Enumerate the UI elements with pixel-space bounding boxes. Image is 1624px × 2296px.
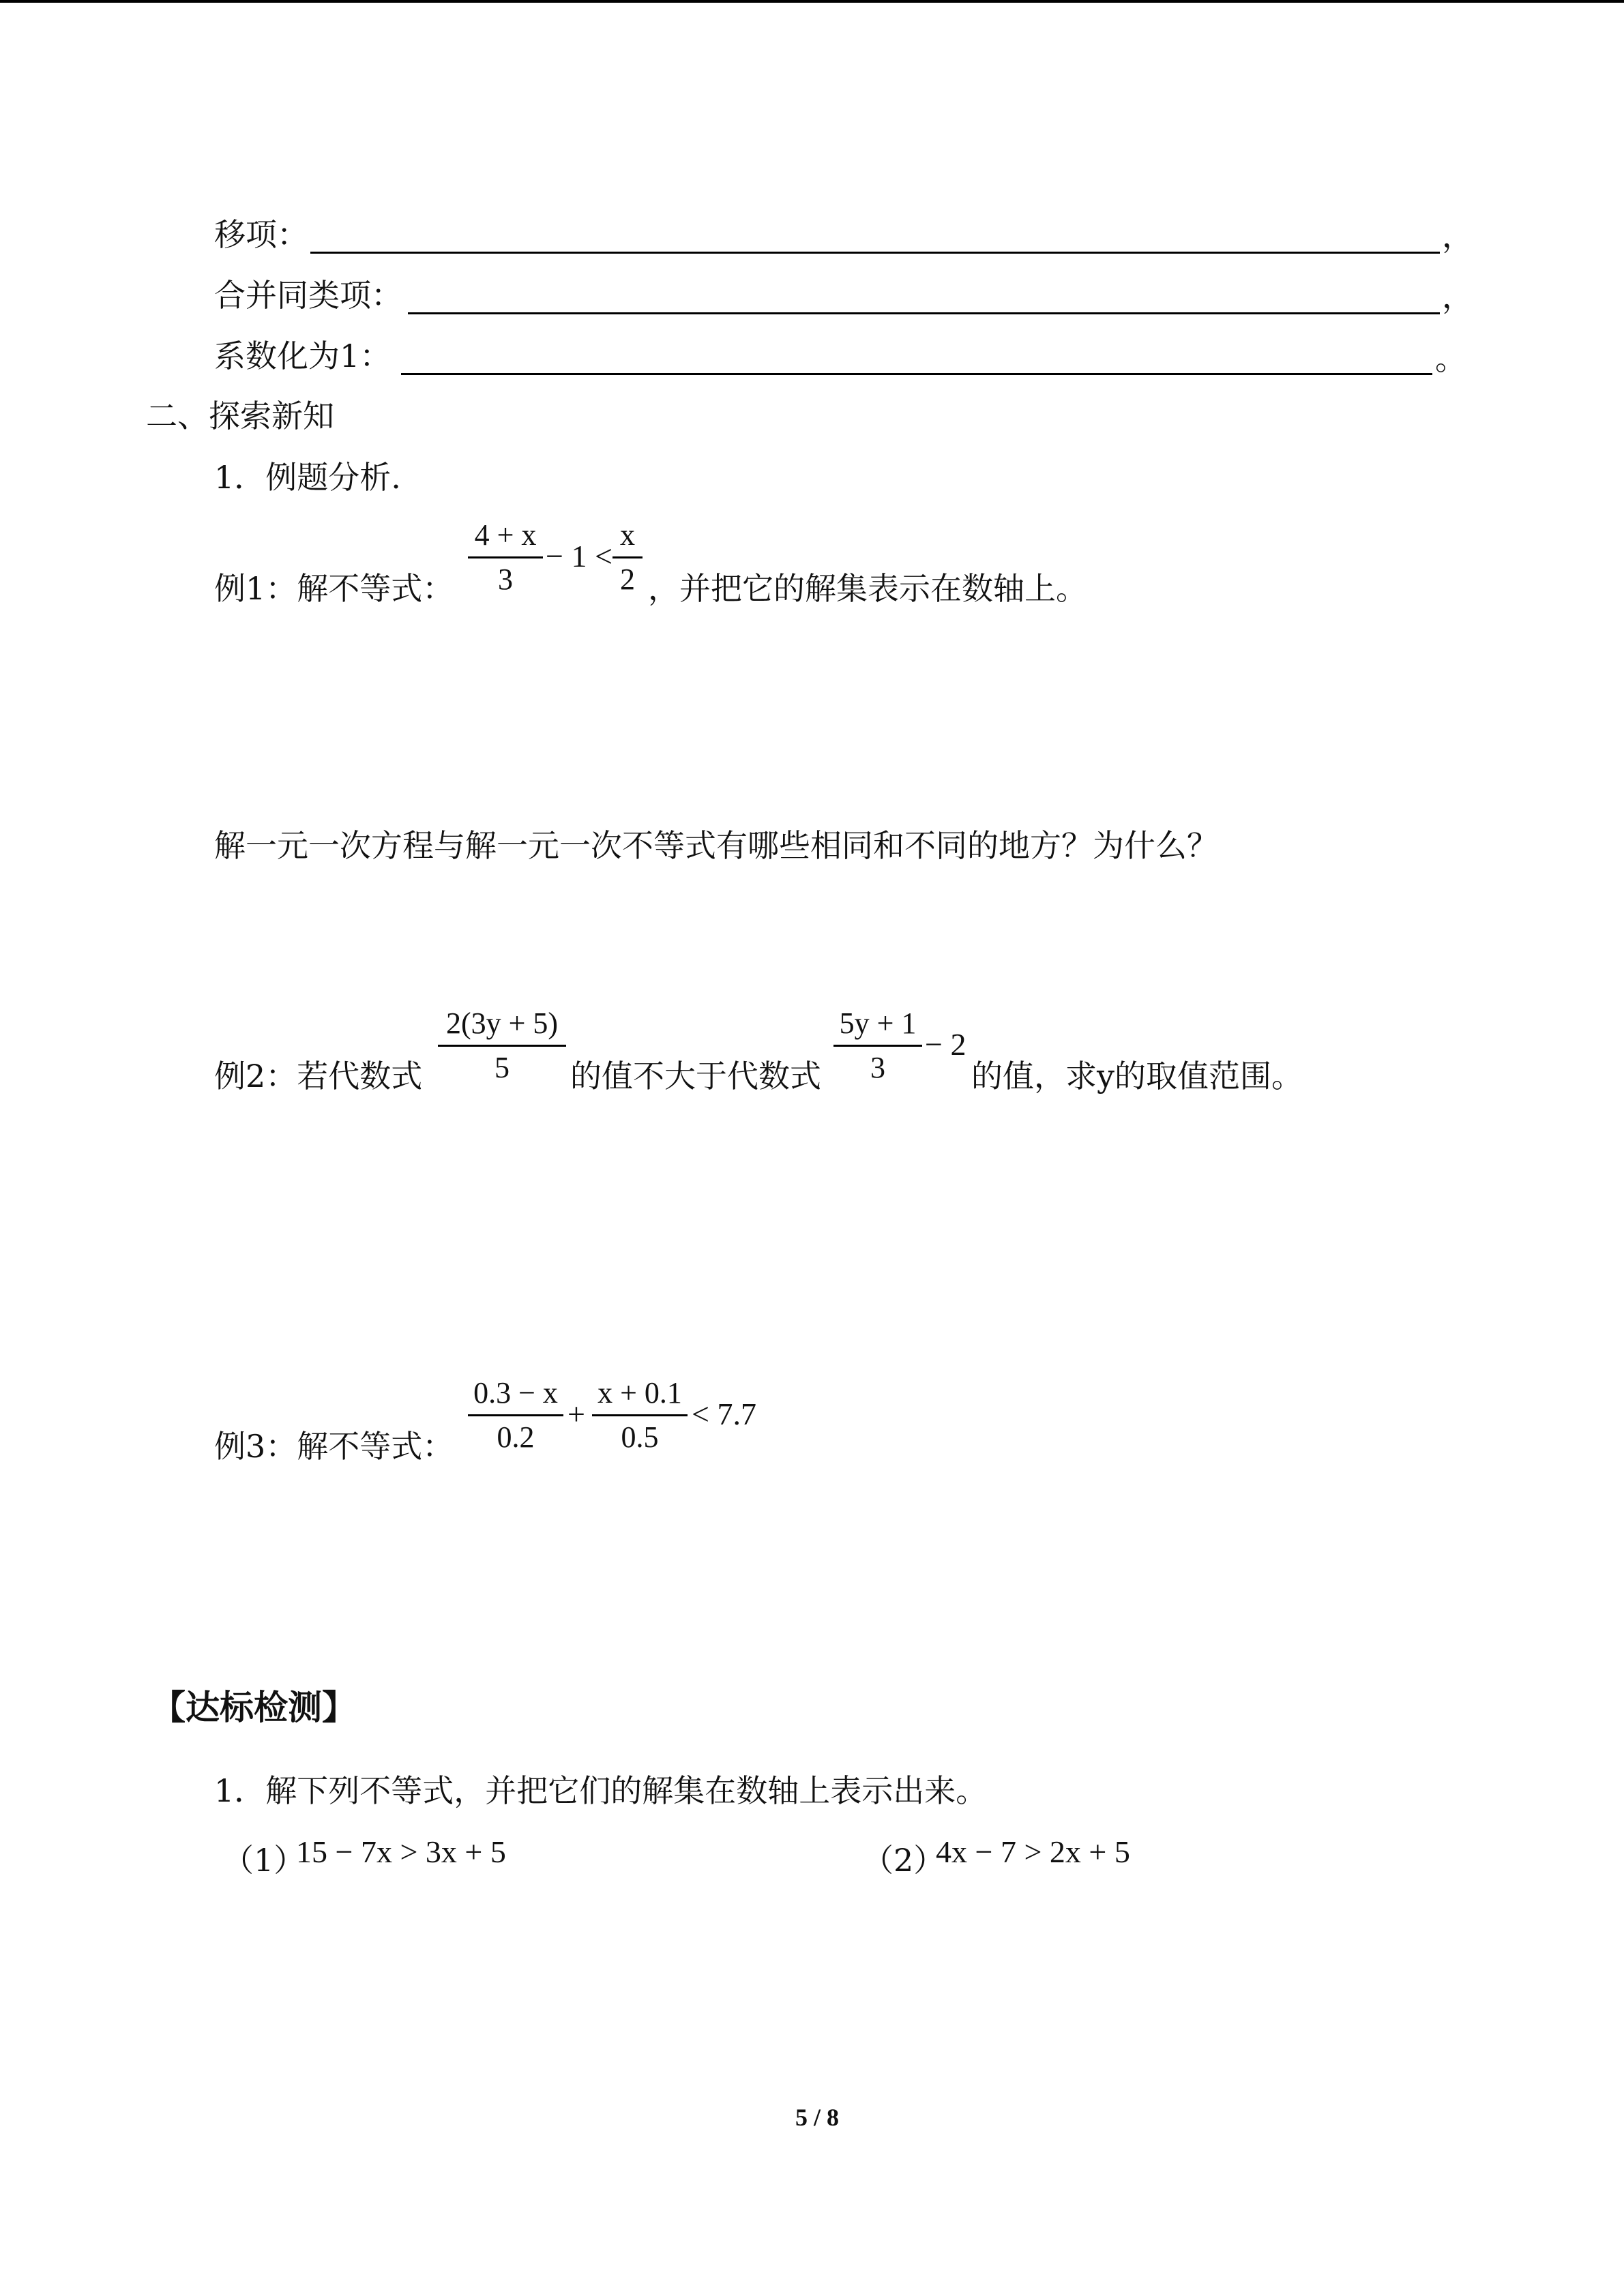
numerator: 0.3 − x bbox=[473, 1376, 558, 1410]
example2-fraction-1 bbox=[438, 1007, 566, 1085]
numerator: 4 + x bbox=[474, 518, 537, 552]
example2-suffix: 的值，求y的取值范围。 bbox=[971, 1058, 1303, 1094]
example2-middle-text: 的值不大于代数式 bbox=[570, 1058, 821, 1094]
comma: ， bbox=[1442, 278, 1473, 315]
example2-minus-two: − 2 bbox=[925, 1027, 966, 1062]
example1-fraction-2 bbox=[612, 518, 643, 597]
page-number: 5 / 8 bbox=[795, 2104, 840, 2131]
problem-2-expression: 4x − 7 > 2x + 5 bbox=[936, 1834, 1130, 1869]
blank-line-move-terms bbox=[310, 252, 1440, 254]
step-combine-label: 合并同类项： bbox=[214, 277, 402, 314]
example1-suffix: ，并把它的解集表示在数轴上。 bbox=[648, 570, 1087, 607]
example3-rhs: < 7.7 bbox=[692, 1397, 756, 1431]
subsection-title: 1．例题分析. bbox=[214, 459, 401, 496]
comparison-question: 解一元一次方程与解一元一次不等式有哪些相同和不同的地方？为什么？ bbox=[214, 827, 1218, 864]
example1-fraction-1 bbox=[468, 518, 543, 597]
blank-line-combine bbox=[408, 312, 1440, 314]
problem-2-label: （2） bbox=[862, 1842, 945, 1879]
example3-label: 例3：解不等式： bbox=[214, 1428, 454, 1465]
numerator: x bbox=[620, 518, 635, 552]
blank-line-coefficient bbox=[401, 373, 1432, 375]
step-coefficient-label: 系数化为1： bbox=[214, 338, 392, 374]
example3-plus: + bbox=[567, 1397, 585, 1431]
example2-label: 例2：若代数式 bbox=[214, 1058, 423, 1094]
comma: ， bbox=[1442, 218, 1473, 254]
top-border-line bbox=[0, 0, 1624, 3]
example3-fraction-1 bbox=[468, 1376, 563, 1455]
denominator: 0.2 bbox=[468, 1414, 563, 1455]
problem-1-label: （1） bbox=[222, 1842, 306, 1879]
period: 。 bbox=[1435, 340, 1466, 377]
example2-fraction-2 bbox=[833, 1007, 922, 1085]
denominator: 0.5 bbox=[592, 1414, 688, 1455]
section-title: 二、探索新知 bbox=[146, 398, 334, 434]
denominator: 3 bbox=[833, 1045, 922, 1085]
denominator: 3 bbox=[468, 556, 543, 597]
step-move-terms-label: 移项： bbox=[214, 216, 308, 253]
numerator: x + 0.1 bbox=[597, 1376, 682, 1410]
numerator: 2(3y + 5) bbox=[445, 1007, 559, 1040]
denominator: 2 bbox=[612, 556, 643, 597]
check-heading: 【达标检测】 bbox=[151, 1688, 356, 1727]
denominator: 5 bbox=[438, 1045, 566, 1085]
check-question-1: 1．解下列不等式，并把它们的解集在数轴上表示出来。 bbox=[214, 1772, 988, 1809]
example3-fraction-2 bbox=[592, 1376, 688, 1455]
example1-minus-less: − 1 < bbox=[546, 539, 612, 573]
problem-1-expression: 15 − 7x > 3x + 5 bbox=[296, 1834, 506, 1869]
example1-label: 例1：解不等式： bbox=[214, 570, 454, 607]
numerator: 5y + 1 bbox=[839, 1007, 917, 1040]
